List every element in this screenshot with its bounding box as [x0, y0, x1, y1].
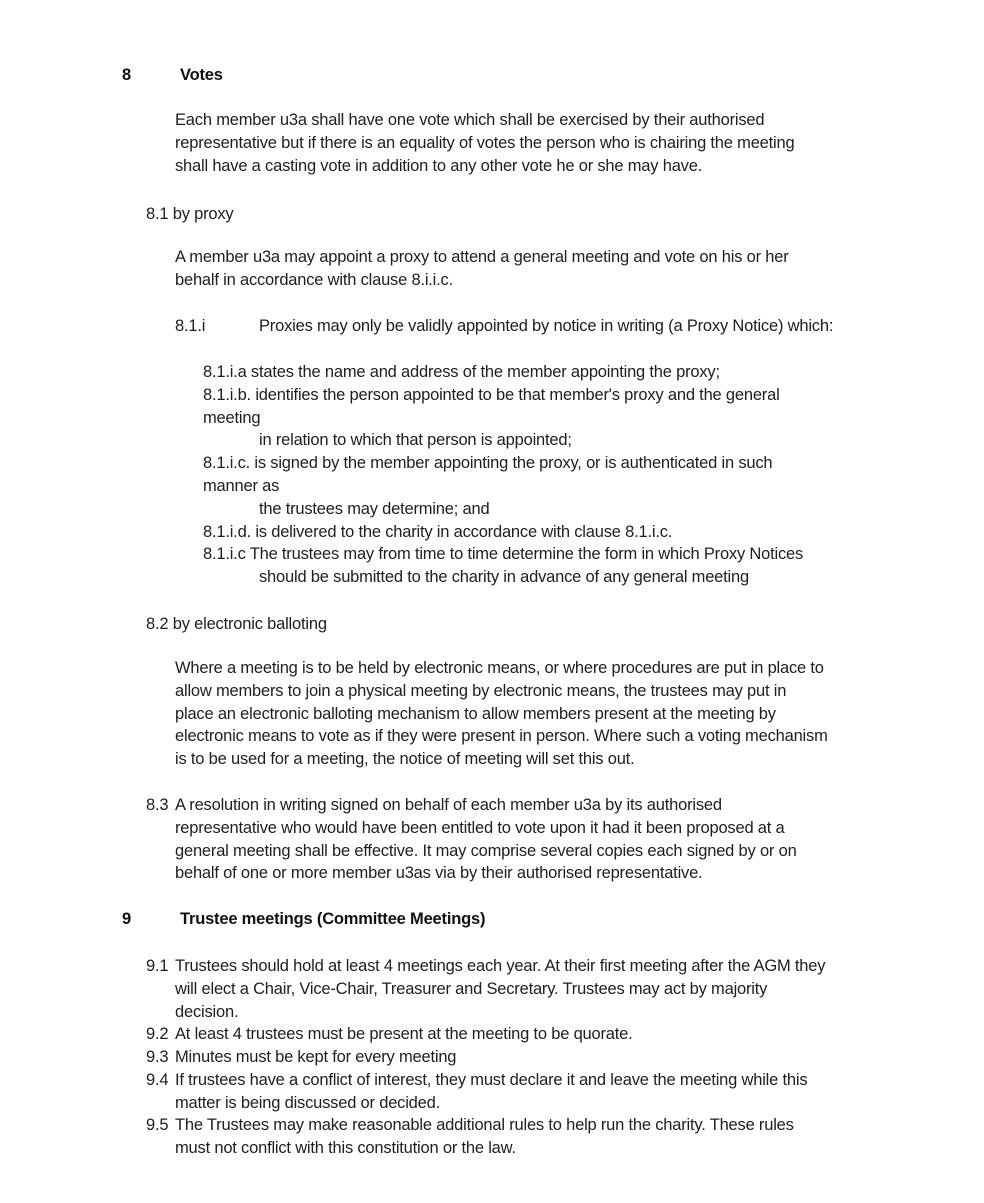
paragraph-line: is to be used for a meeting, the notice of meeting will set this out. [175, 750, 635, 768]
clause-number: 8.3 [146, 796, 169, 814]
paragraph-line: allow members to join a physical meeting by electronic means, the trustees may put in [175, 682, 787, 700]
clause-number: 8.1.i [175, 317, 206, 335]
clause-number: 9.2 [146, 1025, 169, 1043]
list-item: 8.1.i.c The trustees may from time to time determine the form in which Proxy Notices [203, 545, 804, 563]
clause-line: The Trustees may make reasonable additional rules to help run the charity. These rules [175, 1116, 794, 1134]
paragraph-line: shall have a casting vote in addition to any other vote he or she may have. [175, 157, 703, 175]
paragraph-line: A resolution in writing signed on behalf of each member u3a by its authorised [175, 796, 722, 814]
clause-line: If trustees have a conflict of interest, they must declare it and leave the meeting while this [175, 1071, 808, 1089]
list-item: 8.1.i.d. is delivered to the charity in accordance with clause 8.1.i.c. [203, 523, 673, 541]
clause-number: 9.1 [146, 957, 169, 975]
section-number: 8 [122, 66, 131, 84]
paragraph-line: representative but if there is an equality of votes the person who is chairing the meeting [175, 134, 795, 152]
section-title: Votes [180, 66, 223, 84]
clause-line: Trustees should hold at least 4 meetings each year. At their first meeting after the AGM they [175, 957, 826, 975]
clause-line: At least 4 trustees must be present at the meeting to be quorate. [175, 1025, 633, 1043]
clause-number: 9.5 [146, 1116, 169, 1134]
list-item: 8.1.i.b. identifies the person appointed to be that member's proxy and the general [203, 386, 780, 404]
clause-line: must not conflict with this constitution or the law. [175, 1139, 516, 1157]
clause-line: matter is being discussed or decided. [175, 1094, 440, 1112]
list-item: 8.1.i.a states the name and address of the member appointing the proxy; [203, 363, 720, 381]
section-number: 9 [122, 910, 131, 928]
paragraph-line: Where a meeting is to be held by electronic means, or where procedures are put in place to [175, 659, 824, 677]
paragraph-line: general meeting shall be effective. It may comprise several copies each signed by or on [175, 842, 797, 860]
paragraph-line: behalf of one or more member u3as via by their authorised representative. [175, 864, 703, 882]
paragraph-line: representative who would have been entitled to vote upon it had it been proposed at a [175, 819, 785, 837]
subsection-label: 8.1 by proxy [146, 205, 234, 223]
list-item: should be submitted to the charity in advance of any general meeting [259, 568, 749, 586]
clause-number: 9.4 [146, 1071, 169, 1089]
clause-line: decision. [175, 1003, 239, 1021]
section-title: Trustee meetings (Committee Meetings) [180, 910, 486, 928]
list-item: the trustees may determine; and [259, 500, 490, 518]
clause-line: Minutes must be kept for every meeting [175, 1048, 457, 1066]
list-item: manner as [203, 477, 280, 495]
clause-line: will elect a Chair, Vice-Chair, Treasurer and Secretary. Trustees may act by majority [175, 980, 768, 998]
list-item: in relation to which that person is appointed; [259, 431, 572, 449]
subsection-label: 8.2 by electronic balloting [146, 615, 327, 633]
paragraph-line: A member u3a may appoint a proxy to attend a general meeting and vote on his or her [175, 248, 789, 266]
paragraph-line: behalf in accordance with clause 8.i.i.c. [175, 271, 453, 289]
clause-text: Proxies may only be validly appointed by notice in writing (a Proxy Notice) which: [259, 317, 834, 335]
list-item: meeting [203, 409, 261, 427]
paragraph-line: Each member u3a shall have one vote which shall be exercised by their authorised [175, 111, 765, 129]
list-item: 8.1.i.c. is signed by the member appointing the proxy, or is authenticated in such [203, 454, 773, 472]
paragraph-line: place an electronic balloting mechanism to allow members present at the meeting by [175, 705, 776, 723]
paragraph-line: electronic means to vote as if they were present in person. Where such a voting mechanism [175, 727, 828, 745]
clause-number: 9.3 [146, 1048, 169, 1066]
